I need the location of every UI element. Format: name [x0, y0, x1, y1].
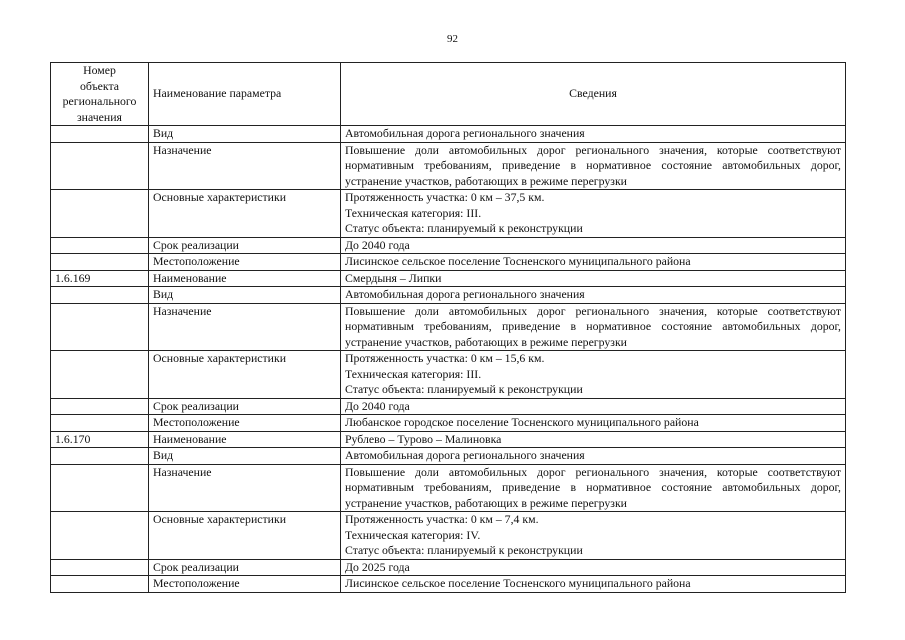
- object-number-cell: [51, 142, 149, 190]
- road-objects-table: [50, 62, 846, 593]
- header-number-line: Номер: [83, 63, 116, 77]
- information-line: Протяженность участка: 0 км – 37,5 км.: [345, 190, 545, 204]
- information-line: До 2040 года: [345, 237, 410, 252]
- parameter-name-cell: Местоположение: [149, 415, 341, 432]
- object-number-cell: [51, 254, 149, 271]
- information-line: Статус объекта: планируемый к реконструкции: [345, 382, 583, 396]
- header-information: Сведения: [341, 63, 846, 126]
- parameter-name-cell: Вид: [149, 287, 341, 304]
- information-cell: [341, 126, 846, 143]
- object-number-cell: [51, 351, 149, 399]
- parameter-name-cell: Назначение: [149, 142, 341, 190]
- table-row: [51, 287, 846, 304]
- parameter-name-cell: Наименование: [149, 270, 341, 287]
- table-row: [51, 270, 846, 287]
- table-row: [51, 576, 846, 593]
- information-cell: [341, 142, 846, 190]
- table-row: [51, 237, 846, 254]
- information-line: Любанское городское поселение Тосненского муниципального района: [345, 415, 699, 429]
- table-row: [51, 464, 846, 512]
- parameter-name-cell: Основные характеристики: [149, 190, 341, 238]
- information-cell: [341, 351, 846, 399]
- information-cell: [341, 270, 846, 287]
- object-number-cell: [51, 303, 149, 351]
- information-cell: [341, 287, 846, 304]
- table-row: [51, 512, 846, 560]
- information-line: Статус объекта: планируемый к реконструкции: [345, 543, 583, 557]
- information-line: Статус объекта: планируемый к реконструкции: [345, 221, 583, 235]
- table-row: [51, 142, 846, 190]
- object-number-cell: [51, 237, 149, 254]
- object-number-cell: 1.6.170: [51, 431, 149, 448]
- information-line: Рублево – Турово – Малиновка: [345, 431, 502, 446]
- information-cell: [341, 431, 846, 448]
- information-line: Лисинское сельское поселение Тосненского муниципального района: [345, 576, 691, 590]
- parameter-name-cell: Назначение: [149, 303, 341, 351]
- information-cell: [341, 415, 846, 432]
- parameter-name-cell: Срок реализации: [149, 398, 341, 415]
- parameter-name-cell: Основные характеристики: [149, 351, 341, 399]
- table-row: [51, 190, 846, 238]
- object-number-cell: [51, 398, 149, 415]
- information-line: Автомобильная дорога регионального значения: [345, 448, 585, 462]
- object-number-cell: [51, 464, 149, 512]
- information-cell: [341, 237, 846, 254]
- information-cell: [341, 512, 846, 560]
- information-line: До 2040 года: [345, 398, 410, 413]
- information-line: Лисинское сельское поселение Тосненского муниципального района: [345, 254, 691, 268]
- information-line: Автомобильная дорога регионального значения: [345, 126, 585, 140]
- information-line: Протяженность участка: 0 км – 15,6 км.: [345, 351, 545, 365]
- table-header-row: [51, 63, 846, 126]
- table-row: [51, 415, 846, 432]
- object-number-cell: [51, 190, 149, 238]
- information-line: До 2025 года: [345, 559, 410, 574]
- parameter-name-cell: Основные характеристики: [149, 512, 341, 560]
- information-line: Смердыня – Липки: [345, 270, 442, 285]
- parameter-name-cell: Местоположение: [149, 576, 341, 593]
- information-line: Повышение доли автомобильных дорог регионального значения, которые соответствуют нормативным требованиям, приведение в нормативное состояние автомобильных дорог, устранение участков, работающих в режиме перегрузки: [345, 142, 841, 188]
- table-row: [51, 126, 846, 143]
- object-number-cell: [51, 576, 149, 593]
- page-number: 92: [447, 33, 458, 45]
- information-cell: [341, 464, 846, 512]
- header-parameter-name: Наименование параметра: [149, 63, 341, 126]
- parameter-name-cell: Наименование: [149, 431, 341, 448]
- information-cell: [341, 303, 846, 351]
- table-row: [51, 351, 846, 399]
- table-row: [51, 431, 846, 448]
- object-number-cell: 1.6.169: [51, 270, 149, 287]
- information-line: Автомобильная дорога регионального значения: [345, 287, 585, 301]
- object-number-cell: [51, 448, 149, 465]
- table-row: [51, 398, 846, 415]
- information-line: Техническая категория: IV.: [345, 527, 481, 542]
- object-number-cell: [51, 126, 149, 143]
- information-cell: [341, 254, 846, 271]
- object-number-cell: [51, 415, 149, 432]
- information-cell: [341, 190, 846, 238]
- parameter-name-cell: Срок реализации: [149, 559, 341, 576]
- parameter-name-cell: Назначение: [149, 464, 341, 512]
- parameter-name-cell: Срок реализации: [149, 237, 341, 254]
- parameter-name-cell: Вид: [149, 126, 341, 143]
- information-line: Техническая категория: III.: [345, 366, 482, 381]
- table-row: [51, 448, 846, 465]
- object-number-cell: [51, 559, 149, 576]
- information-cell: [341, 559, 846, 576]
- information-line: Протяженность участка: 0 км – 7,4 км.: [345, 512, 539, 526]
- header-object-number: [51, 63, 149, 126]
- information-cell: [341, 576, 846, 593]
- information-cell: [341, 448, 846, 465]
- parameter-name-cell: Местоположение: [149, 254, 341, 271]
- parameter-name-cell: Вид: [149, 448, 341, 465]
- information-line: Повышение доли автомобильных дорог регионального значения, которые соответствуют нормативным требованиям, приведение в нормативное состояние автомобильных дорог, устранение участков, работающих в режиме перегрузки: [345, 464, 841, 510]
- header-number-line: регионального: [62, 94, 137, 108]
- table-row: [51, 559, 846, 576]
- object-number-cell: [51, 512, 149, 560]
- information-line: Техническая категория: III.: [345, 205, 482, 220]
- information-cell: [341, 398, 846, 415]
- table-row: [51, 303, 846, 351]
- table-row: [51, 254, 846, 271]
- information-line: Повышение доли автомобильных дорог регионального значения, которые соответствуют нормативным требованиям, приведение в нормативное состояние автомобильных дорог, устранение участков, работающих в режиме перегрузки: [345, 303, 841, 349]
- object-number-cell: [51, 287, 149, 304]
- header-number-line: значения: [77, 109, 122, 124]
- header-number-line: объекта: [79, 78, 120, 93]
